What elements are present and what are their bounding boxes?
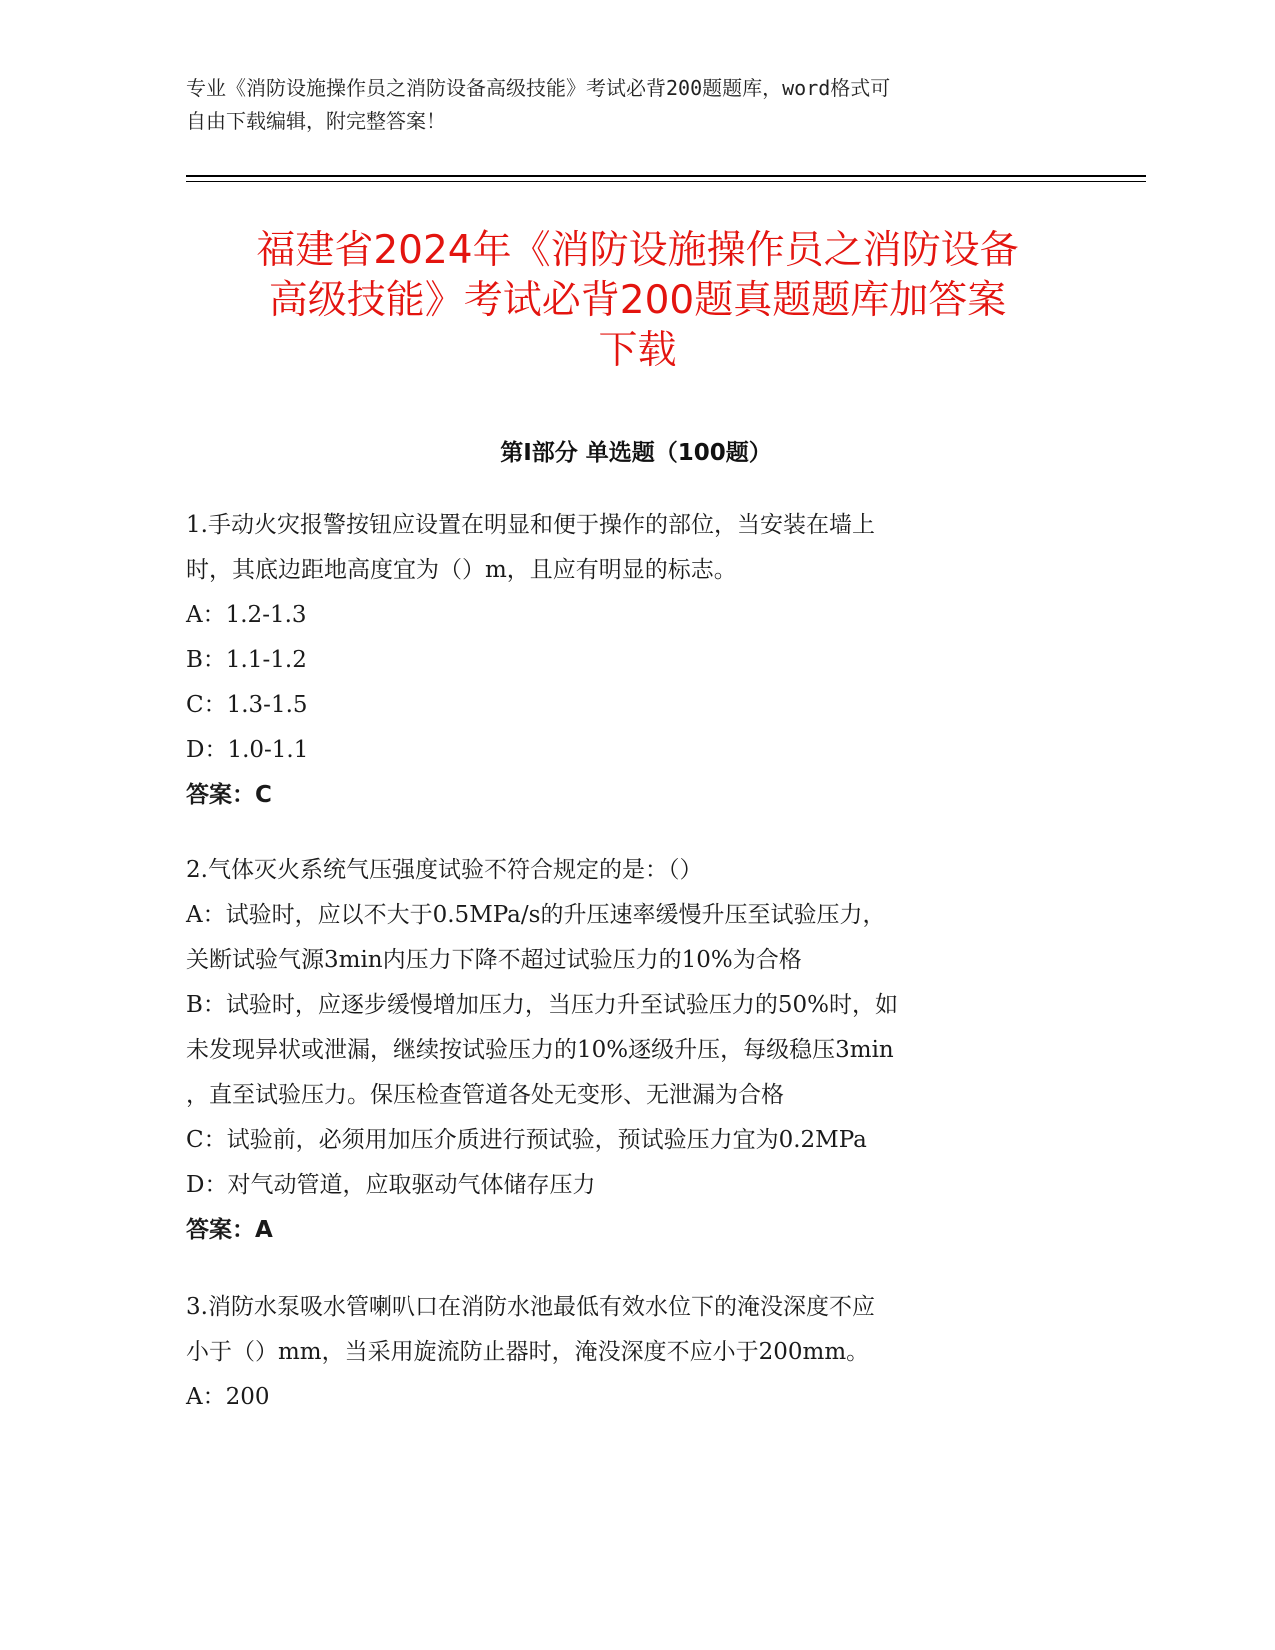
question-1 bbox=[186, 503, 1066, 818]
option-a: A：试验时，应以不大于0.5MPa/s的升压速率缓慢升压至试验压力， bbox=[186, 902, 886, 928]
answer-label: 答案：A bbox=[186, 1217, 273, 1243]
question-stem: 时，其底边距地高度宜为（）m，且应有明显的标志。 bbox=[186, 557, 737, 583]
option-d: D：对气动管道，应取驱动气体储存压力 bbox=[186, 1172, 596, 1198]
question-stem: 小于（）mm，当采用旋流防止器时，淹没深度不应小于200mm。 bbox=[186, 1339, 870, 1365]
section-heading: 第Ⅰ部分 单选题（100题） bbox=[500, 440, 772, 466]
question-stem: 3.消防水泵吸水管喇叭口在消防水池最低有效水位下的淹没深度不应 bbox=[186, 1294, 875, 1320]
title-line: 下载 bbox=[598, 328, 677, 373]
header-note-line: 自由下载编辑，附完整答案！ bbox=[186, 109, 446, 133]
option-a-continued: 关断试验气源3min内压力下降不超过试验压力的10%为合格 bbox=[186, 947, 802, 973]
header-note bbox=[186, 72, 1066, 138]
option-a: A：1.2-1.3 bbox=[186, 602, 307, 628]
answer-label: 答案：C bbox=[186, 782, 272, 808]
question-stem: 1.手动火灾报警按钮应设置在明显和便于操作的部位，当安装在墙上 bbox=[186, 512, 875, 538]
document-title bbox=[160, 226, 1115, 376]
header-divider bbox=[186, 175, 1146, 177]
question-3 bbox=[186, 1285, 1066, 1420]
option-b: B：试验时，应逐步缓慢增加压力，当压力升至试验压力的50%时，如 bbox=[186, 992, 899, 1018]
header-note-line: 专业《消防设施操作员之消防设备高级技能》考试必背200题题库，word格式可 bbox=[186, 76, 891, 100]
header-divider-thin bbox=[186, 181, 1146, 182]
option-c: C：1.3-1.5 bbox=[186, 692, 308, 718]
option-a: A：200 bbox=[186, 1384, 270, 1410]
title-line: 福建省2024年《消防设施操作员之消防设备 bbox=[256, 228, 1019, 273]
title-line: 高级技能》考试必背200题真题题库加答案 bbox=[268, 278, 1007, 323]
question-2 bbox=[186, 848, 1066, 1253]
option-b: B：1.1-1.2 bbox=[186, 647, 307, 673]
option-b-continued: ，直至试验压力。保压检查管道各处无变形、无泄漏为合格 bbox=[186, 1082, 784, 1108]
question-stem: 2.气体灭火系统气压强度试验不符合规定的是：（） bbox=[186, 857, 703, 883]
option-b-continued: 未发现异状或泄漏，继续按试验压力的10%逐级升压，每级稳压3min bbox=[186, 1037, 894, 1063]
option-d: D：1.0-1.1 bbox=[186, 737, 309, 763]
option-c: C：试验前，必须用加压介质进行预试验，预试验压力宜为0.2MPa bbox=[186, 1127, 867, 1153]
